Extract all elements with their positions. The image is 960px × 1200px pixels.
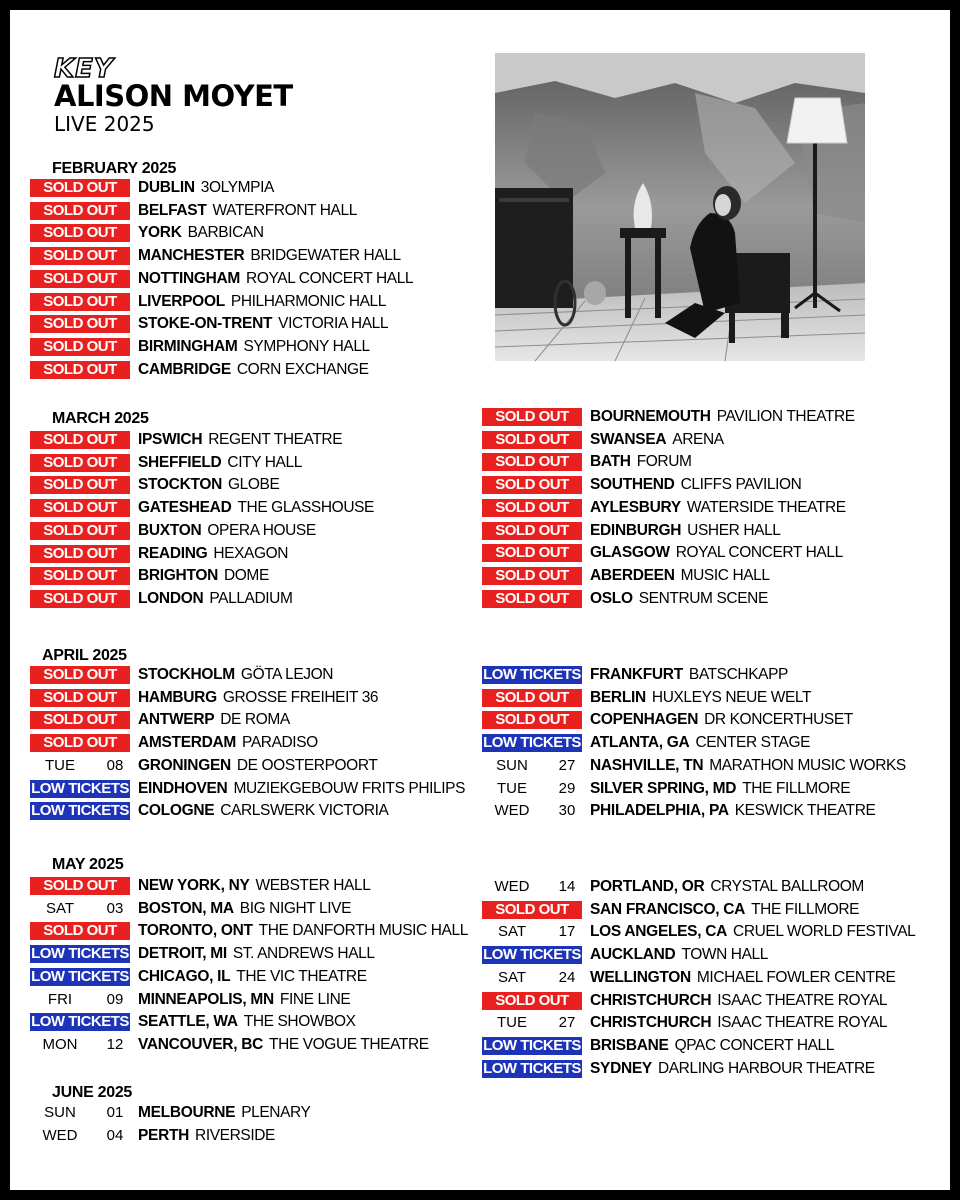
city-name: STOKE-ON-TRENT xyxy=(138,315,273,332)
city-name: SEATTLE, WA xyxy=(138,1013,238,1030)
sold-out-badge: SOLD OUT xyxy=(482,408,582,426)
venue-name: ROYAL CONCERT HALL xyxy=(246,270,414,287)
sold-out-badge: SOLD OUT xyxy=(30,590,130,608)
show-city xyxy=(138,921,468,941)
sold-out-badge: SOLD OUT xyxy=(30,431,130,449)
venue-name: THE VOGUE THEATRE xyxy=(269,1036,429,1053)
show-city xyxy=(590,801,875,821)
show-date: 09 xyxy=(106,991,124,1008)
show-date: 14 xyxy=(558,878,576,895)
city-name: NEW YORK, NY xyxy=(138,877,250,894)
city-name: EINDHOVEN xyxy=(138,780,228,797)
sold-out-badge: SOLD OUT xyxy=(30,689,130,707)
venue-name: QPAC CONCERT HALL xyxy=(674,1037,835,1054)
show-day: SUN xyxy=(496,757,528,774)
venue-name: TOWN HALL xyxy=(681,946,768,963)
show-city xyxy=(590,710,853,730)
key-logo: KEY xyxy=(54,54,114,84)
show-city xyxy=(590,733,810,753)
show-city xyxy=(138,1035,429,1055)
show-city xyxy=(138,801,388,821)
venue-name: CARLSWERK VICTORIA xyxy=(220,802,389,819)
show-city xyxy=(138,665,333,685)
city-name: BIRMINGHAM xyxy=(138,338,238,355)
show-day: FRI xyxy=(47,991,73,1008)
sold-out-badge: SOLD OUT xyxy=(30,567,130,585)
low-tickets-badge: LOW TICKETS xyxy=(31,802,129,819)
show-date: 12 xyxy=(106,1036,124,1053)
city-name: GATESHEAD xyxy=(138,499,232,516)
sold-out-badge: SOLD OUT xyxy=(482,499,582,517)
show-day: WED xyxy=(494,802,530,819)
city-name: SILVER SPRING, MD xyxy=(590,780,737,797)
city-name: LOS ANGELES, CA xyxy=(590,923,728,940)
venue-name: REGENT THEATRE xyxy=(208,431,343,448)
venue-name: SENTRUM SCENE xyxy=(638,590,768,607)
city-name: GLASGOW xyxy=(590,544,670,561)
show-city xyxy=(138,990,350,1010)
sold-out-badge: SOLD OUT xyxy=(482,992,582,1010)
city-name: PHILADELPHIA, PA xyxy=(590,802,729,819)
city-name: CAMBRIDGE xyxy=(138,361,231,378)
venue-name: PHILHARMONIC HALL xyxy=(230,293,387,310)
venue-name: WEBSTER HALL xyxy=(255,877,371,894)
venue-name: OPERA HOUSE xyxy=(207,522,316,539)
sold-out-badge: SOLD OUT xyxy=(482,567,582,585)
show-city xyxy=(138,566,269,586)
city-name: SAN FRANCISCO, CA xyxy=(590,901,746,918)
sold-out-badge: SOLD OUT xyxy=(30,338,130,356)
month-heading: MAY 2025 xyxy=(52,856,124,873)
venue-name: ROYAL CONCERT HALL xyxy=(675,544,843,561)
venue-name: WATERFRONT HALL xyxy=(212,202,357,219)
low-tickets-badge: LOW TICKETS xyxy=(483,734,581,751)
show-day: WED xyxy=(42,1127,78,1144)
sold-out-badge: SOLD OUT xyxy=(30,224,130,242)
show-city xyxy=(590,968,895,988)
show-city xyxy=(590,922,915,942)
venue-name: MICHAEL FOWLER CENTRE xyxy=(696,969,896,986)
show-city xyxy=(590,945,768,965)
show-city xyxy=(138,756,377,776)
venue-name: GROSSE FREIHEIT 36 xyxy=(222,689,379,706)
city-name: BUXTON xyxy=(138,522,202,539)
tour-subtitle: LIVE 2025 xyxy=(54,112,155,136)
city-name: OSLO xyxy=(590,590,633,607)
show-date: 27 xyxy=(558,1014,576,1031)
sold-out-badge: SOLD OUT xyxy=(30,877,130,895)
city-name: BOSTON, MA xyxy=(138,900,234,917)
venue-name: CORN EXCHANGE xyxy=(236,361,369,378)
city-name: NOTTINGHAM xyxy=(138,270,241,287)
sold-out-badge: SOLD OUT xyxy=(30,922,130,940)
show-city xyxy=(138,521,316,541)
month-heading: APRIL 2025 xyxy=(42,647,127,664)
venue-name: FINE LINE xyxy=(279,991,351,1008)
city-name: SWANSEA xyxy=(590,431,667,448)
show-city xyxy=(138,710,290,730)
city-name: WELLINGTON xyxy=(590,969,691,986)
show-city xyxy=(138,1126,275,1146)
show-city xyxy=(138,544,288,564)
show-city xyxy=(138,337,370,357)
show-city xyxy=(138,899,351,919)
show-day: TUE xyxy=(497,1014,527,1031)
city-name: TORONTO, ONT xyxy=(138,922,253,939)
show-city xyxy=(138,967,367,987)
sold-out-badge: SOLD OUT xyxy=(482,544,582,562)
tour-poster xyxy=(10,10,950,1190)
venue-name: CITY HALL xyxy=(227,454,302,471)
show-day: TUE xyxy=(45,757,75,774)
show-city xyxy=(138,314,388,334)
city-name: BATH xyxy=(590,453,631,470)
venue-name: WATERSIDE THEATRE xyxy=(686,499,846,516)
city-name: MINNEAPOLIS, MN xyxy=(138,991,274,1008)
month-heading: JUNE 2025 xyxy=(52,1084,133,1101)
sold-out-badge: SOLD OUT xyxy=(30,522,130,540)
sold-out-badge: SOLD OUT xyxy=(30,361,130,379)
venue-name: PALLADIUM xyxy=(209,590,293,607)
venue-name: HUXLEYS NEUE WELT xyxy=(651,689,812,706)
show-city xyxy=(138,292,386,312)
city-name: IPSWICH xyxy=(138,431,203,448)
venue-name: PAVILION THEATRE xyxy=(716,408,855,425)
city-name: NASHVILLE, TN xyxy=(590,757,704,774)
show-city xyxy=(138,453,302,473)
city-name: MELBOURNE xyxy=(138,1104,236,1121)
show-city xyxy=(138,688,378,708)
sold-out-badge: SOLD OUT xyxy=(30,315,130,333)
show-day: WED xyxy=(494,878,530,895)
show-city xyxy=(590,991,887,1011)
sold-out-badge: SOLD OUT xyxy=(482,453,582,471)
sold-out-badge: SOLD OUT xyxy=(30,454,130,472)
show-city xyxy=(590,1036,834,1056)
venue-name: MUZIEKGEBOUW FRITS PHILIPS xyxy=(233,780,466,797)
city-name: LIVERPOOL xyxy=(138,293,225,310)
month-heading: FEBRUARY 2025 xyxy=(52,160,177,177)
low-tickets-badge: LOW TICKETS xyxy=(483,1037,581,1054)
venue-name: 3OLYMPIA xyxy=(200,179,274,196)
venue-name: THE FILLMORE xyxy=(751,901,860,918)
show-city xyxy=(138,944,375,964)
show-date: 29 xyxy=(558,780,576,797)
city-name: BRISBANE xyxy=(590,1037,669,1054)
city-name: SYDNEY xyxy=(590,1060,652,1077)
show-day: MON xyxy=(42,1036,78,1053)
show-city xyxy=(138,876,370,896)
city-name: ANTWERP xyxy=(138,711,215,728)
artist-photo xyxy=(495,53,865,361)
venue-name: GÖTA LEJON xyxy=(240,666,334,683)
show-city xyxy=(590,688,811,708)
sold-out-badge: SOLD OUT xyxy=(30,476,130,494)
venue-name: MUSIC HALL xyxy=(680,567,770,584)
show-city xyxy=(138,246,401,266)
venue-name: DE OOSTERPOORT xyxy=(236,757,378,774)
venue-name: THE GLASSHOUSE xyxy=(237,499,374,516)
show-date: 03 xyxy=(106,900,124,917)
venue-name: DOME xyxy=(223,567,269,584)
venue-name: DARLING HARBOUR THEATRE xyxy=(657,1060,875,1077)
city-name: AYLESBURY xyxy=(590,499,681,516)
show-city xyxy=(590,521,781,541)
show-city xyxy=(590,566,770,586)
low-tickets-badge: LOW TICKETS xyxy=(483,946,581,963)
venue-name: BARBICAN xyxy=(187,224,264,241)
venue-name: CLIFFS PAVILION xyxy=(680,476,802,493)
show-city xyxy=(138,223,264,243)
show-city xyxy=(590,1013,887,1033)
show-city xyxy=(138,1012,356,1032)
show-date: 24 xyxy=(558,969,576,986)
venue-name: THE FILLMORE xyxy=(742,780,851,797)
city-name: BERLIN xyxy=(590,689,646,706)
sold-out-badge: SOLD OUT xyxy=(30,666,130,684)
venue-name: BATSCHKAPP xyxy=(688,666,788,683)
city-name: LONDON xyxy=(138,590,204,607)
sold-out-badge: SOLD OUT xyxy=(482,590,582,608)
show-city xyxy=(138,733,318,753)
low-tickets-badge: LOW TICKETS xyxy=(483,666,581,683)
sold-out-badge: SOLD OUT xyxy=(30,545,130,563)
show-date: 08 xyxy=(106,757,124,774)
show-city xyxy=(590,543,843,563)
venue-name: FORUM xyxy=(636,453,692,470)
venue-name: BRIDGEWATER HALL xyxy=(250,247,401,264)
venue-name: SYMPHONY HALL xyxy=(243,338,370,355)
show-date: 30 xyxy=(558,802,576,819)
city-name: HAMBURG xyxy=(138,689,217,706)
city-name: BOURNEMOUTH xyxy=(590,408,711,425)
sold-out-badge: SOLD OUT xyxy=(482,431,582,449)
show-city xyxy=(590,498,846,518)
show-day: SAT xyxy=(45,900,75,917)
city-name: BELFAST xyxy=(138,202,207,219)
show-day: SAT xyxy=(497,923,527,940)
show-city xyxy=(138,589,293,609)
show-day: TUE xyxy=(497,780,527,797)
venue-name: RIVERSIDE xyxy=(195,1127,275,1144)
venue-name: MARATHON MUSIC WORKS xyxy=(709,757,906,774)
sold-out-badge: SOLD OUT xyxy=(30,499,130,517)
venue-name: THE SHOWBOX xyxy=(243,1013,356,1030)
venue-name: CENTER STAGE xyxy=(695,734,811,751)
low-tickets-badge: LOW TICKETS xyxy=(31,1013,129,1030)
city-name: BRIGHTON xyxy=(138,567,218,584)
show-date: 27 xyxy=(558,757,576,774)
show-day: SUN xyxy=(44,1104,76,1121)
venue-name: CRYSTAL BALLROOM xyxy=(710,878,864,895)
city-name: ATLANTA, GA xyxy=(590,734,690,751)
sold-out-badge: SOLD OUT xyxy=(482,476,582,494)
city-name: READING xyxy=(138,545,208,562)
show-city xyxy=(138,779,465,799)
city-name: CHRISTCHURCH xyxy=(590,1014,712,1031)
city-name: SHEFFIELD xyxy=(138,454,222,471)
venue-name: ISAAC THEATRE ROYAL xyxy=(717,1014,888,1031)
show-city xyxy=(590,589,768,609)
show-city xyxy=(590,475,801,495)
city-name: CHICAGO, IL xyxy=(138,968,231,985)
city-name: GRONINGEN xyxy=(138,757,231,774)
month-heading: MARCH 2025 xyxy=(52,410,149,427)
venue-name: PLENARY xyxy=(241,1104,311,1121)
sold-out-badge: SOLD OUT xyxy=(30,293,130,311)
city-name: AMSTERDAM xyxy=(138,734,237,751)
show-city xyxy=(590,430,724,450)
show-city xyxy=(590,877,864,897)
sold-out-badge: SOLD OUT xyxy=(30,179,130,197)
city-name: DUBLIN xyxy=(138,179,195,196)
venue-name: ARENA xyxy=(672,431,724,448)
show-city xyxy=(138,475,279,495)
show-city xyxy=(138,201,357,221)
sold-out-badge: SOLD OUT xyxy=(482,522,582,540)
city-name: COPENHAGEN xyxy=(590,711,699,728)
show-city xyxy=(138,1103,310,1123)
venue-name: ISAAC THEATRE ROYAL xyxy=(717,992,888,1009)
sold-out-badge: SOLD OUT xyxy=(482,689,582,707)
venue-name: HEXAGON xyxy=(213,545,289,562)
city-name: DETROIT, MI xyxy=(138,945,227,962)
sold-out-badge: SOLD OUT xyxy=(30,270,130,288)
city-name: STOCKTON xyxy=(138,476,223,493)
low-tickets-badge: LOW TICKETS xyxy=(483,1060,581,1077)
show-day: SAT xyxy=(497,969,527,986)
venue-name: THE DANFORTH MUSIC HALL xyxy=(258,922,468,939)
venue-name: CRUEL WORLD FESTIVAL xyxy=(733,923,916,940)
city-name: FRANKFURT xyxy=(590,666,683,683)
low-tickets-badge: LOW TICKETS xyxy=(31,968,129,985)
city-name: MANCHESTER xyxy=(138,247,245,264)
city-name: SOUTHEND xyxy=(590,476,675,493)
city-name: EDINBURGH xyxy=(590,522,682,539)
venue-name: DR KONCERTHUSET xyxy=(704,711,853,728)
show-city xyxy=(590,452,692,472)
city-name: AUCKLAND xyxy=(590,946,676,963)
show-city xyxy=(138,360,369,380)
low-tickets-badge: LOW TICKETS xyxy=(31,945,129,962)
venue-name: THE VIC THEATRE xyxy=(236,968,367,985)
city-name: VANCOUVER, BC xyxy=(138,1036,263,1053)
show-city xyxy=(138,430,342,450)
city-name: ABERDEEN xyxy=(590,567,675,584)
city-name: YORK xyxy=(138,224,182,241)
venue-name: ST. ANDREWS HALL xyxy=(232,945,375,962)
venue-name: VICTORIA HALL xyxy=(278,315,389,332)
sold-out-badge: SOLD OUT xyxy=(482,901,582,919)
show-city xyxy=(590,756,906,776)
low-tickets-badge: LOW TICKETS xyxy=(31,780,129,797)
sold-out-badge: SOLD OUT xyxy=(30,247,130,265)
city-name: PERTH xyxy=(138,1127,190,1144)
city-name: PORTLAND, OR xyxy=(590,878,705,895)
sold-out-badge: SOLD OUT xyxy=(30,711,130,729)
show-city xyxy=(138,269,413,289)
show-city xyxy=(138,178,274,198)
venue-name: PARADISO xyxy=(242,734,318,751)
sold-out-badge: SOLD OUT xyxy=(30,202,130,220)
show-city xyxy=(590,900,859,920)
show-date: 04 xyxy=(106,1127,124,1144)
venue-name: DE ROMA xyxy=(220,711,290,728)
venue-name: BIG NIGHT LIVE xyxy=(239,900,352,917)
sold-out-badge: SOLD OUT xyxy=(482,711,582,729)
artist-name: ALISON MOYET xyxy=(54,79,293,113)
show-date: 01 xyxy=(106,1104,124,1121)
venue-name: GLOBE xyxy=(228,476,280,493)
show-city xyxy=(590,407,855,427)
city-name: CHRISTCHURCH xyxy=(590,992,712,1009)
sold-out-badge: SOLD OUT xyxy=(30,734,130,752)
city-name: COLOGNE xyxy=(138,802,215,819)
city-name: STOCKHOLM xyxy=(138,666,235,683)
show-city xyxy=(590,1059,875,1079)
venue-name: KESWICK THEATRE xyxy=(734,802,876,819)
show-city xyxy=(590,665,788,685)
show-date: 17 xyxy=(558,923,576,940)
show-city xyxy=(138,498,374,518)
show-city xyxy=(590,779,850,799)
venue-name: USHER HALL xyxy=(687,522,781,539)
